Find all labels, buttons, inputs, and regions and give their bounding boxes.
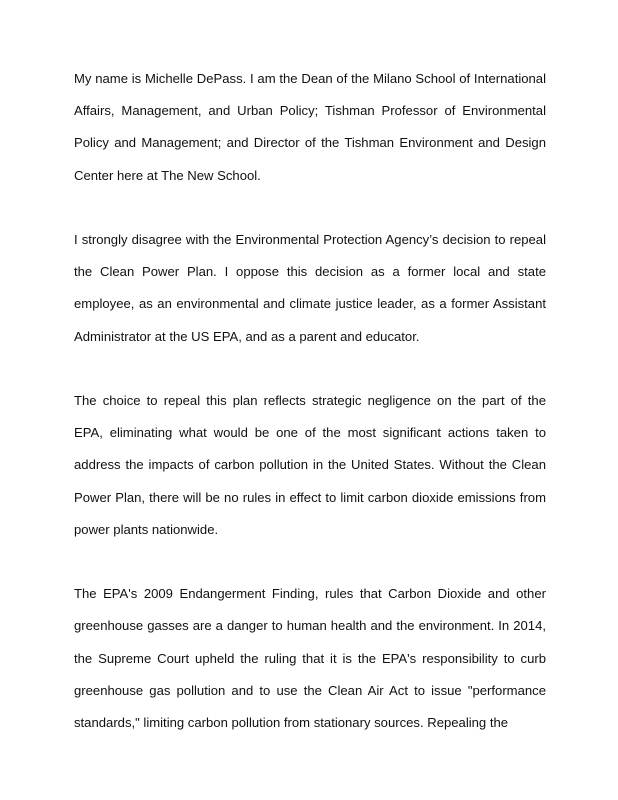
document-body (74, 63, 546, 771)
paragraph-opposition: I strongly disagree with the Environmental Protection Agency’s decision to repeal the Clean Power Plan. I oppose this decision as a former local and state employee, as an environmental and climate justice leader, as a former Assistant Administrator at the US EPA, and as a parent and educator. (74, 232, 546, 344)
paragraph-strategic-negligence: The choice to repeal this plan reflects strategic negligence on the part of the EPA, eliminating what would be one of the most significant actions taken to address the impacts of carbon pollution in the United States. Without the Clean Power Plan, there will be no rules in effect to limit carbon dioxide emissions from power plants nationwide. (74, 393, 546, 537)
paragraph-endangerment-finding: The EPA's 2009 Endangerment Finding, rules that Carbon Dioxide and other greenhouse gasses are a danger to human health and the environment. In 2014, the Supreme Court upheld the ruling that it is the EPA's responsibility to curb greenhouse gas pollution and to use the Clean Air Act to issue "performance standards," limiting carbon pollution from stationary sources. Repealing the (74, 586, 546, 731)
paragraph-introduction: My name is Michelle DePass. I am the Dean of the Milano School of International Affairs, Management, and Urban Policy; Tishman Professor of Environmental Policy and Management; and Director of the Tishman Environment and Design Center here at The New School. (74, 71, 546, 183)
